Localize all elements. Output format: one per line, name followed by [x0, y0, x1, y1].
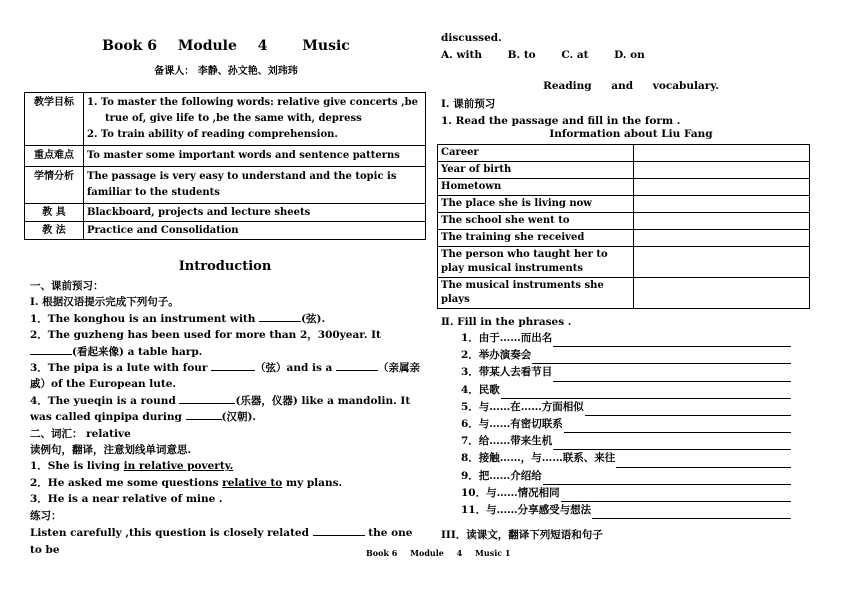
table-row: [25, 146, 426, 167]
title-module: Module: [177, 38, 237, 54]
list-item: 9．把……介绍给: [461, 468, 791, 485]
row-content: To master some important words and sentence patterns: [84, 146, 426, 167]
table-row: [438, 179, 810, 196]
table-row: [25, 93, 426, 146]
info-answer-cell[interactable]: [634, 230, 810, 247]
list-item: 7．给……带来生机: [461, 433, 791, 450]
list-item: 4．民歌: [461, 382, 791, 399]
info-answer-cell[interactable]: [634, 162, 810, 179]
page-title: [24, 38, 428, 54]
info-key: Year of birth: [438, 162, 634, 179]
answer-blank[interactable]: [186, 409, 222, 420]
lesson-plan-table: [24, 92, 426, 240]
introduction-heading: Introduction: [178, 259, 272, 274]
sentence-1: 1．The konghou is an instrument with (弦).: [30, 312, 326, 325]
translate-heading: III．读课文，翻译下列短语和句子: [441, 529, 603, 541]
choice-d[interactable]: D. on: [614, 49, 645, 61]
continued-text: discussed.: [441, 32, 502, 44]
vocab-heading: 二、词汇： relative: [30, 427, 131, 440]
row-content: [84, 93, 426, 146]
preview-heading-right: I. 课前预习: [441, 98, 496, 110]
list-item: 1．由于……而出名: [461, 330, 791, 347]
answer-line[interactable]: [553, 335, 791, 347]
list-item: 10．与……情况相同: [461, 485, 791, 502]
phrases-list: [461, 330, 791, 519]
introduction-body: [30, 278, 422, 558]
info-answer-cell[interactable]: [634, 179, 810, 196]
info-key: Hometown: [438, 179, 634, 196]
info-key: Career: [438, 145, 634, 162]
preview-section: [441, 96, 680, 130]
table-row: [438, 230, 810, 247]
list-item: 11．与……分享感受与想法: [461, 502, 791, 519]
info-key: The school she went to: [438, 213, 634, 230]
table-row: [438, 278, 810, 309]
preview-heading: 一、课前预习：: [30, 280, 104, 292]
row-label: 教 法: [25, 222, 84, 240]
list-item: 2．举办演奏会: [461, 347, 791, 364]
info-answer-cell[interactable]: [634, 213, 810, 230]
answer-line[interactable]: [561, 490, 791, 502]
choice-a[interactable]: A. with: [441, 49, 482, 61]
row-content: Practice and Consolidation: [84, 222, 426, 240]
table-row: [438, 145, 810, 162]
row-label: 学情分析: [25, 167, 84, 204]
answer-line[interactable]: [585, 404, 791, 416]
list-item: 5．与……在……方面相似: [461, 399, 791, 416]
info-answer-cell[interactable]: [634, 278, 810, 309]
answer-blank[interactable]: [259, 311, 301, 322]
answer-line[interactable]: [592, 507, 791, 519]
info-table-title: Information about Liu Fang: [549, 128, 713, 140]
answer-line[interactable]: [553, 438, 791, 450]
title-topic: Music: [302, 38, 350, 54]
info-key: The person who taught her to play musical instruments: [438, 247, 634, 278]
row-label: 重点难点: [25, 146, 84, 167]
answer-line[interactable]: [616, 456, 791, 468]
table-row: [25, 204, 426, 222]
sentence-3: 3．The pipa is a lute with four （弦）and is a （亲属亲戚）of the European lute.: [30, 362, 421, 391]
info-answer-cell[interactable]: [634, 247, 810, 278]
row-label: 教学目标: [25, 93, 84, 146]
info-answer-cell[interactable]: [634, 196, 810, 213]
answer-blank[interactable]: [336, 360, 378, 371]
info-key: The place she is living now: [438, 196, 634, 213]
answer-blank[interactable]: [313, 525, 365, 536]
row-content: The passage is very easy to understand and the topic is familiar to the students: [84, 167, 426, 204]
vocab-example-3: 3．He is a near relative of mine .: [30, 493, 223, 506]
choice-c[interactable]: C. at: [561, 49, 589, 61]
vocab-example-2: 2．He asked me some questions relative to my plans.: [30, 476, 343, 489]
answer-blank[interactable]: [30, 344, 72, 355]
choice-b[interactable]: B. to: [507, 49, 536, 61]
answer-line[interactable]: [553, 370, 791, 382]
goal-item: 2. To train ability of reading comprehension.: [87, 129, 338, 140]
table-row: [438, 196, 810, 213]
phrases-heading: Ⅱ. Fill in the phrases .: [441, 316, 572, 328]
info-key: The musical instruments she plays: [438, 278, 634, 309]
table-row: [25, 222, 426, 240]
answer-blank[interactable]: [179, 393, 235, 404]
table-row: [25, 167, 426, 204]
vocab-task: 读例句，翻译，注意划线单词意思.: [30, 444, 192, 457]
info-answer-cell[interactable]: [634, 145, 810, 162]
answer-line[interactable]: [501, 387, 791, 399]
goal-item: 1. To master the following words: relative give concerts ,be true of, give life to ,be the same with, depress: [87, 97, 418, 124]
vocab-example-1: 1．She is living in relative poverty.: [30, 460, 234, 473]
answer-line[interactable]: [543, 473, 791, 485]
sentence-2: 2．The guzheng has been used for more than 2，300year. It(看起来像) a table harp.: [30, 329, 381, 358]
choices: [441, 47, 821, 64]
table-row: [438, 213, 810, 230]
list-item: 8．接触……，与……联系、来往: [461, 450, 791, 467]
practice-question: Listen carefully ,this question is closely related the one to be: [30, 527, 413, 556]
info-table: [437, 144, 810, 309]
practice-heading: 练习：: [30, 509, 62, 522]
read-task: 1. Read the passage and fill in the form .: [441, 115, 681, 127]
question-continuation: [441, 30, 821, 64]
task-heading: I. 根据汉语提示完成下列句子。: [30, 296, 179, 309]
reading-vocabulary-heading: Reading and vocabulary.: [543, 80, 719, 92]
title-module-num: 4: [257, 38, 268, 54]
page-footer: Book 6 Module 4 Music 1: [366, 548, 511, 558]
authors-line: 备课人： 李静、孙文艳、刘玮玮: [154, 66, 298, 77]
answer-line[interactable]: [532, 352, 791, 364]
sentence-4: 4．The yueqin is a round (乐器，仪器) like a mandolin. It was called qinpipa during (汉朝).: [30, 394, 411, 424]
answer-blank[interactable]: [211, 360, 255, 371]
answer-line[interactable]: [564, 421, 791, 433]
table-row: [438, 247, 810, 278]
info-key: The training she received: [438, 230, 634, 247]
row-content: Blackboard, projects and lecture sheets: [84, 204, 426, 222]
row-label: 教 具: [25, 204, 84, 222]
list-item: 6．与……有密切联系: [461, 416, 791, 433]
list-item: 3．带某人去看节目: [461, 364, 791, 381]
table-row: [438, 162, 810, 179]
title-book: Book 6: [102, 38, 157, 54]
